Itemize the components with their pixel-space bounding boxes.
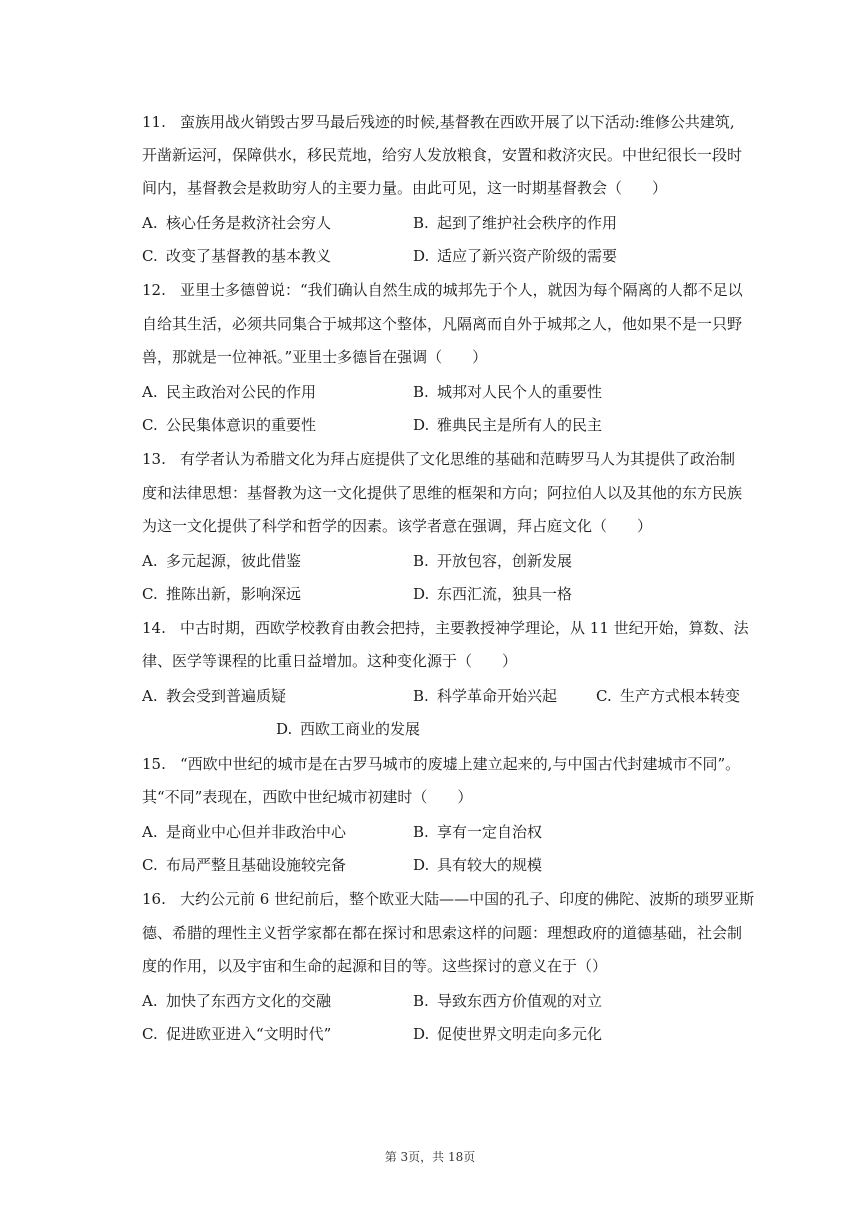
question-13-line-2: 度和法律思想：基督教为这一文化提供了思维的框架和方向；阿拉伯人以及其他的东方民族	[142, 484, 743, 502]
question-16-line-2: 德、希腊的理性主义哲学家都在都在探讨和思索这样的问题：理想政府的道德基础，社会制	[142, 924, 743, 942]
question-number: 13.	[142, 450, 166, 468]
option-13-d: D. 东西汇流，独具一格	[413, 585, 573, 603]
option-14-c: C. 生产方式根本转变	[596, 687, 741, 705]
question-14-line-1: 14. 中古时期，西欧学校教育由教会把持，主要教授神学理论，从 11 世纪开始，算数、法	[142, 619, 749, 637]
option-16-c: C. 促进欧亚进入“文明时代”	[142, 1025, 332, 1043]
question-16-line-3: 度的作用，以及宇宙和生命的起源和目的等。这些探讨的意义在于（）	[142, 957, 608, 975]
option-15-d: D. 具有较大的规模	[413, 856, 543, 874]
option-11-a: A. 核心任务是救济社会穷人	[142, 214, 332, 232]
question-15-line-2: 其“不同”表现在，西欧中世纪城市初建时（ ）	[142, 788, 473, 806]
option-13-b: B. 开放包容，创新发展	[413, 552, 573, 570]
question-16-line-1: 16. 大约公元前 6 世纪前后，整个欧亚大陆——中国的孔子、印度的佛陀、波斯的琐罗亚斯	[142, 890, 755, 908]
option-13-c: C. 推陈出新，影响深远	[142, 585, 302, 603]
question-number: 15.	[142, 755, 166, 773]
option-14-b: B. 科学革命开始兴起	[413, 687, 558, 705]
question-number: 12.	[142, 281, 166, 299]
option-11-d: D. 适应了新兴资产阶级的需要	[413, 247, 618, 265]
option-11-c: C. 改变了基督教的基本教义	[142, 247, 332, 265]
option-12-c: C. 公民集体意识的重要性	[142, 416, 317, 434]
option-15-c: C. 布局严整且基础设施较完备	[142, 856, 347, 874]
question-number: 14.	[142, 619, 166, 637]
question-15-line-1: 15. “西欧中世纪的城市是在古罗马城市的废墟上建立起来的,与中国古代封建城市不同”。	[142, 755, 741, 773]
option-12-d: D. 雅典民主是所有人的民主	[413, 416, 603, 434]
option-14-d: D. 西欧工商业的发展	[276, 720, 421, 738]
option-16-d: D. 促使世界文明走向多元化	[413, 1025, 603, 1043]
question-number: 16.	[142, 890, 166, 908]
option-15-b: B. 享有一定自治权	[413, 823, 543, 841]
question-11-line-3: 间内，基督教会是救助穷人的主要力量。由此可见，这一时期基督教会（ ）	[142, 179, 668, 197]
question-14-line-2: 律、医学等课程的比重日益增加。这种变化源于（ ）	[142, 652, 518, 670]
question-13-line-3: 为这一文化提供了科学和哲学的因素。该学者意在强调，拜占庭文化（ ）	[142, 517, 653, 535]
option-12-a: A. 民主政治对公民的作用	[142, 383, 317, 401]
question-12-line-3: 兽，那就是一位神祇。”亚里士多德旨在强调（ ）	[142, 348, 488, 366]
option-11-b: B. 起到了维护社会秩序的作用	[413, 214, 618, 232]
option-15-a: A. 是商业中心但并非政治中心	[142, 823, 347, 841]
option-16-a: A. 加快了东西方文化的交融	[142, 992, 332, 1010]
question-12-line-1: 12. 亚里士多德曾说：“我们确认自然生成的城邦先于个人，就因为每个隔离的人都不足以	[142, 281, 743, 299]
question-11-line-2: 开凿新运河，保障供水，移民荒地，给穷人发放粮食，安置和救济灾民。中世纪很长一段时	[142, 146, 743, 164]
page-footer: 第 3页，共 18页	[384, 1150, 476, 1164]
question-number: 11.	[142, 113, 166, 131]
question-11-line-1: 11. 蛮族用战火销毁古罗马最后残迹的时候,基督教在西欧开展了以下活动:维修公共建筑,	[142, 113, 735, 131]
question-13-line-1: 13. 有学者认为希腊文化为拜占庭提供了文化思维的基础和范畴罗马人为其提供了政治制	[142, 450, 736, 468]
option-14-a: A. 教会受到普遍质疑	[142, 687, 287, 705]
option-12-b: B. 城邦对人民个人的重要性	[413, 383, 603, 401]
option-13-a: A. 多元起源，彼此借鉴	[142, 552, 302, 570]
question-12-line-2: 自给其生活，必须共同集合于城邦这个整体，凡隔离而自外于城邦之人，他如果不是一只野	[142, 315, 743, 333]
option-16-b: B. 导致东西方价值观的对立	[413, 992, 603, 1010]
